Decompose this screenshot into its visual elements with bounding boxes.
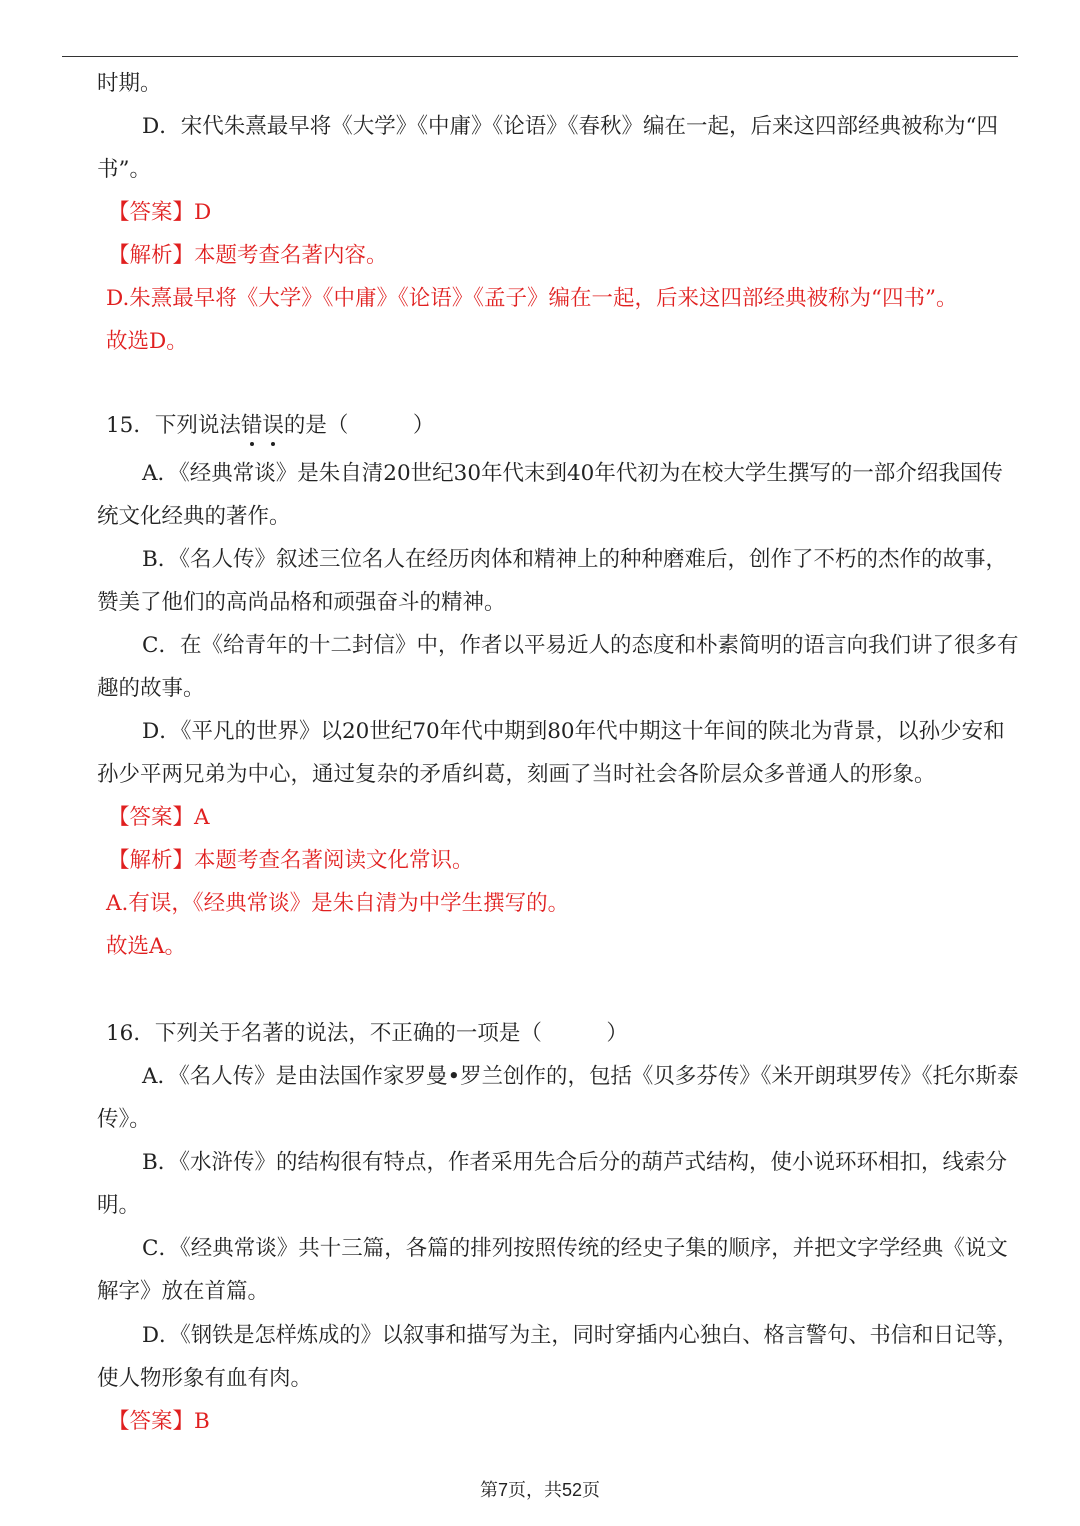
prev-answer: 【答案】D bbox=[108, 200, 212, 225]
q16-stem: 16．下列关于名著的说法，不正确的一项是（ ） bbox=[106, 1021, 628, 1046]
q16-option-a-line1: A．《名人传》是由法国作家罗曼•罗兰创作的，包括《贝多芬传》《米开朗琪罗传》《托尔斯泰 bbox=[142, 1064, 1019, 1089]
q15-emphasis-char-2: 误 bbox=[262, 413, 284, 438]
page-number: 第7页，共52页 bbox=[479, 1480, 601, 1500]
prev-option-d-line1: D．宋代朱熹最早将《大学》《中庸》《论语》《春秋》编在一起，后来这四部经典被称为“四 bbox=[142, 114, 998, 139]
q16-option-c-line1: C．《经典常谈》共十三篇，各篇的排列按照传统的经史子集的顺序，并把文字学经典《说文 bbox=[142, 1236, 1008, 1261]
q15-conclusion: 故选A。 bbox=[106, 934, 187, 959]
header-rule bbox=[62, 56, 1018, 57]
q15-option-c-line2: 趣的故事。 bbox=[97, 676, 205, 701]
q15-option-d-line2: 孙少平两兄弟为中心，通过复杂的矛盾纠葛，刻画了当时社会各阶层众多普通人的形象。 bbox=[97, 762, 936, 787]
q16-option-d-line2: 使人物形象有血有肉。 bbox=[97, 1366, 313, 1391]
q16-option-c-line2: 解字》放在首篇。 bbox=[97, 1279, 270, 1304]
prev-analysis: 【解析】本题考查名著内容。 bbox=[108, 243, 388, 268]
q15-stem bbox=[106, 412, 434, 440]
q15-stem-after: 的是（ ） bbox=[283, 413, 435, 438]
q16-option-a-line2: 传》。 bbox=[97, 1107, 151, 1132]
q15-option-c-line1: C．在《给青年的十二封信》中，作者以平易近人的态度和朴素简明的语言向我们讲了很多有 bbox=[142, 633, 1019, 658]
q15-answer: 【答案】A bbox=[108, 805, 210, 830]
q15-option-d-line1: D．《平凡的世界》以20世纪70年代中期到80年代中期这十年间的陕北为背景，以孙少安和 bbox=[142, 719, 1005, 744]
q15-analysis-detail: A.有误，《经典常谈》是朱自清为中学生撰写的。 bbox=[106, 891, 570, 916]
q15-analysis: 【解析】本题考查名著阅读文化常识。 bbox=[108, 848, 474, 873]
q16-option-b-line1: B．《水浒传》的结构很有特点，作者采用先合后分的葫芦式结构，使小说环环相扣，线索分 bbox=[142, 1150, 1008, 1175]
q16-answer: 【答案】B bbox=[108, 1409, 210, 1434]
q15-option-a-line1: A．《经典常谈》是朱自清20世纪30年代末到40年代初为在校大学生撰写的一部介绍我国传 bbox=[142, 461, 1003, 486]
q15-emphasis-char-1: 错 bbox=[240, 413, 263, 438]
q15-option-b-line1: B．《名人传》叙述三位名人在经历肉体和精神上的种种磨难后，创作了不朽的杰作的故事， bbox=[142, 547, 1008, 572]
q15-option-b-line2: 赞美了他们的高尚品格和顽强奋斗的精神。 bbox=[97, 590, 506, 615]
q16-option-d-line1: D．《钢铁是怎样炼成的》以叙事和描写为主，同时穿插内心独白、格言警句、书信和日记等， bbox=[142, 1323, 1019, 1348]
prev-option-d-line2: 书”。 bbox=[97, 157, 151, 182]
prev-analysis-detail: D.朱熹最早将《大学》《中庸》《论语》《孟子》编在一起，后来这四部经典被称为“四书”。 bbox=[106, 286, 958, 311]
q15-option-a-line2: 统文化经典的著作。 bbox=[97, 504, 291, 529]
q16-option-b-line2: 明。 bbox=[97, 1193, 141, 1218]
q15-stem-before: 15．下列说法 bbox=[106, 413, 241, 438]
prev-option-d-tail: 时期。 bbox=[97, 71, 162, 96]
prev-conclusion: 故选D。 bbox=[106, 329, 188, 354]
